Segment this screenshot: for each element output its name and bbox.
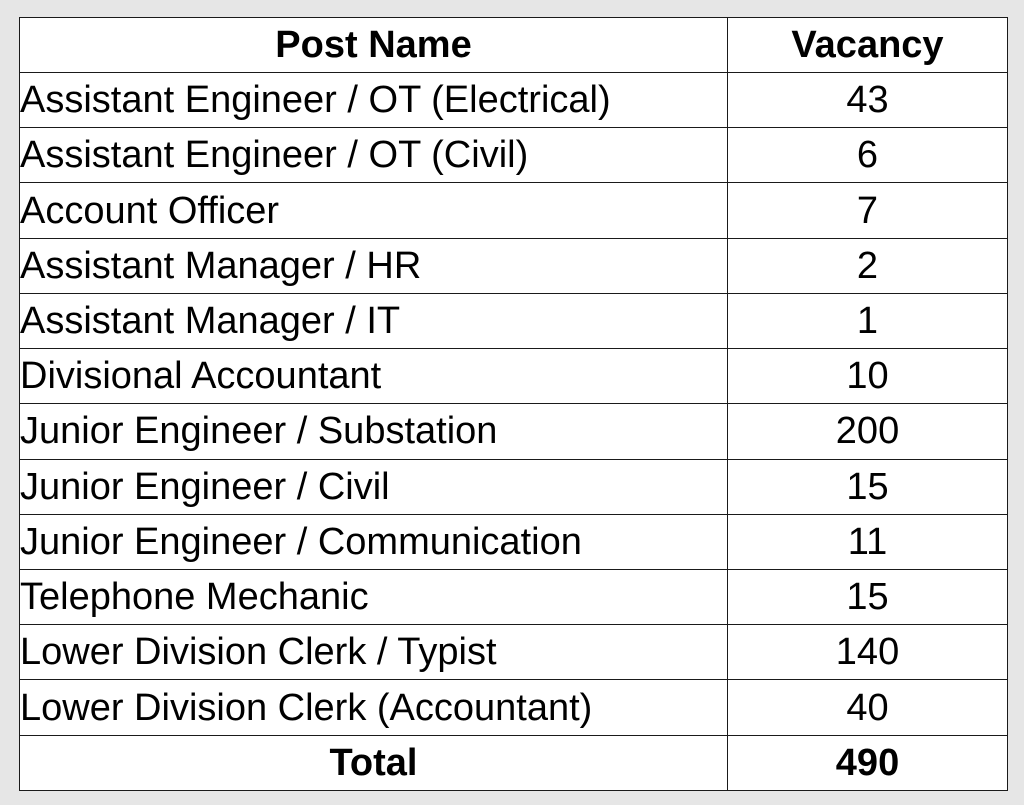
vacancy-cell: 1 <box>728 293 1008 348</box>
total-label: Total <box>20 735 728 790</box>
vacancy-cell: 10 <box>728 349 1008 404</box>
post-name-cell: Assistant Engineer / OT (Civil) <box>20 128 728 183</box>
post-name-cell: Junior Engineer / Civil <box>20 459 728 514</box>
table-body <box>20 73 1008 791</box>
table-row <box>20 404 1008 459</box>
table-header-row <box>20 18 1008 73</box>
table-row <box>20 238 1008 293</box>
document-sheet <box>19 17 1007 791</box>
post-name-cell: Assistant Manager / IT <box>20 293 728 348</box>
table-row <box>20 459 1008 514</box>
post-name-cell: Junior Engineer / Communication <box>20 514 728 569</box>
vacancy-cell: 200 <box>728 404 1008 459</box>
post-name-cell: Divisional Accountant <box>20 349 728 404</box>
header-post-name: Post Name <box>20 18 728 73</box>
table-row <box>20 183 1008 238</box>
total-vacancy: 490 <box>728 735 1008 790</box>
post-name-cell: Assistant Engineer / OT (Electrical) <box>20 73 728 128</box>
vacancy-cell: 2 <box>728 238 1008 293</box>
table-row <box>20 625 1008 680</box>
table-row <box>20 514 1008 569</box>
post-name-cell: Telephone Mechanic <box>20 569 728 624</box>
table-row <box>20 349 1008 404</box>
table-row <box>20 293 1008 348</box>
total-row <box>20 735 1008 790</box>
vacancy-cell: 6 <box>728 128 1008 183</box>
table-row <box>20 73 1008 128</box>
post-name-cell: Assistant Manager / HR <box>20 238 728 293</box>
post-name-cell: Junior Engineer / Substation <box>20 404 728 459</box>
vacancy-cell: 7 <box>728 183 1008 238</box>
table-row <box>20 569 1008 624</box>
vacancy-cell: 15 <box>728 569 1008 624</box>
table-row <box>20 128 1008 183</box>
vacancy-cell: 15 <box>728 459 1008 514</box>
vacancy-table <box>19 17 1008 791</box>
post-name-cell: Lower Division Clerk (Accountant) <box>20 680 728 735</box>
vacancy-cell: 11 <box>728 514 1008 569</box>
table-row <box>20 680 1008 735</box>
post-name-cell: Account Officer <box>20 183 728 238</box>
vacancy-cell: 140 <box>728 625 1008 680</box>
post-name-cell: Lower Division Clerk / Typist <box>20 625 728 680</box>
vacancy-cell: 43 <box>728 73 1008 128</box>
header-vacancy: Vacancy <box>728 18 1008 73</box>
vacancy-cell: 40 <box>728 680 1008 735</box>
